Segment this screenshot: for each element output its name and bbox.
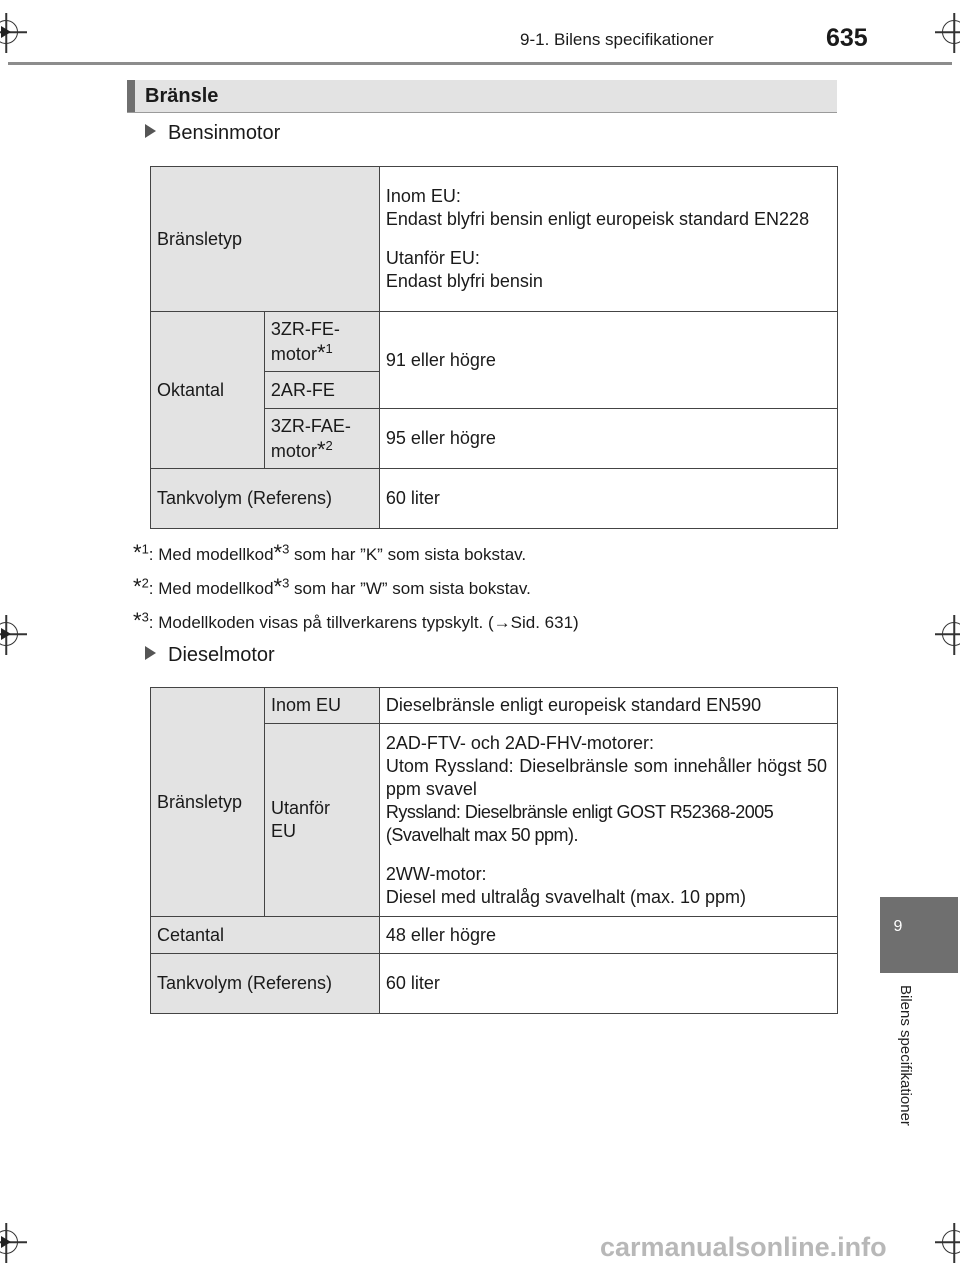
diesel-fuel-type-label: Bränsletyp (151, 688, 265, 917)
registration-mark-icon (942, 1230, 960, 1254)
table-row (151, 167, 838, 312)
russia-text: Ryssland: Dieselbränsle enligt GOST R52368-2005 (Svavelhalt max 50 ppm). (385, 801, 774, 845)
octane-95-value: 95 eller högre (379, 409, 837, 469)
fuel-type-value (379, 167, 837, 312)
petrol-spec-table (150, 166, 838, 529)
engine-3zr-fe: 3ZR-FE-motor*$^1$ (264, 312, 379, 372)
running-header-title: 9-1. Bilens specifikationer (520, 30, 714, 49)
tank-volume-label: Tankvolym (Referens) (151, 469, 380, 529)
footnote-3: *$^3$: Modellkoden visas på tillverkarens typskylt. (→Sid. 631) (133, 608, 579, 633)
tank-volume-value: 60 liter (379, 469, 837, 529)
diesel-tank-volume-label: Tankvolym (Referens) (151, 954, 380, 1014)
table-row (151, 312, 838, 372)
eu-title: Inom EU: (385, 186, 461, 206)
bullet-triangle-icon (145, 646, 156, 660)
ad-engines-title: 2AD-FTV- och 2AD-FHV-motorer: (385, 732, 654, 753)
inside-eu-value: Dieselbränsle enligt europeisk standard EN590 (379, 688, 837, 724)
fuel-type-label: Bränsletyp (151, 167, 380, 312)
octane-label: Oktantal (151, 312, 265, 469)
section-header-band (127, 80, 837, 113)
non-eu-title: Utanför EU: (385, 248, 480, 268)
outside-eu-value (379, 724, 837, 917)
diesel-tank-volume-value: 60 liter (379, 954, 837, 1014)
diesel-spec-table (150, 687, 838, 1014)
ww-engine-title: 2WW-motor: (385, 863, 487, 884)
engine-3zr-fae: 3ZR-FAE-motor*$^2$ (264, 409, 379, 469)
petrol-heading: Bensinmotor (145, 122, 280, 145)
ww-engine-text: Diesel med ultralåg svavelhalt (max. 10 ppm) (385, 886, 747, 907)
except-russia-text: Utom Ryssland: Dieselbränsle som innehåller högst 50 ppm svavel (385, 755, 827, 799)
engine-2ar-fe: 2AR-FE (264, 372, 379, 409)
crop-arrow-icon (1, 628, 11, 640)
chapter-number: 9 (893, 918, 903, 935)
table-row (151, 688, 838, 724)
bullet-triangle-icon (145, 124, 156, 138)
octane-91-value: 91 eller högre (379, 312, 837, 409)
footnote-2: *$^2$: Med modellkod*$^3$ som har ”W” som sista bokstav. (133, 574, 531, 599)
header-rule (8, 62, 952, 65)
arrow-right-icon: → (493, 613, 511, 632)
registration-mark-icon (942, 20, 960, 44)
page-reference-link[interactable]: Sid. 631 (510, 613, 574, 632)
table-row (151, 917, 838, 954)
chapter-label: Bilens specifikationer (897, 985, 914, 1126)
cetane-label: Cetantal (151, 917, 380, 954)
table-row (151, 469, 838, 529)
section-header-accent (127, 80, 135, 112)
watermark: carmanualsonline.info (600, 1232, 887, 1262)
diesel-heading: Dieselmotor (145, 644, 275, 667)
eu-text: Endast blyfri bensin enligt europeisk standard EN228 (385, 209, 810, 229)
footnote-1: *$^1$: Med modellkod*$^3$ som har ”K” som sista bokstav. (133, 540, 527, 565)
cetane-value: 48 eller högre (379, 917, 837, 954)
outside-eu-label: Utanför EU (264, 724, 379, 917)
section-title: Bränsle (145, 85, 219, 107)
page-number: 635 (826, 24, 868, 52)
registration-mark-icon (942, 622, 960, 646)
non-eu-text: Endast blyfri bensin (385, 271, 543, 291)
table-row (151, 954, 838, 1014)
crop-arrow-icon (1, 26, 11, 38)
crop-arrow-icon (1, 1236, 11, 1248)
inside-eu-label: Inom EU (264, 688, 379, 724)
